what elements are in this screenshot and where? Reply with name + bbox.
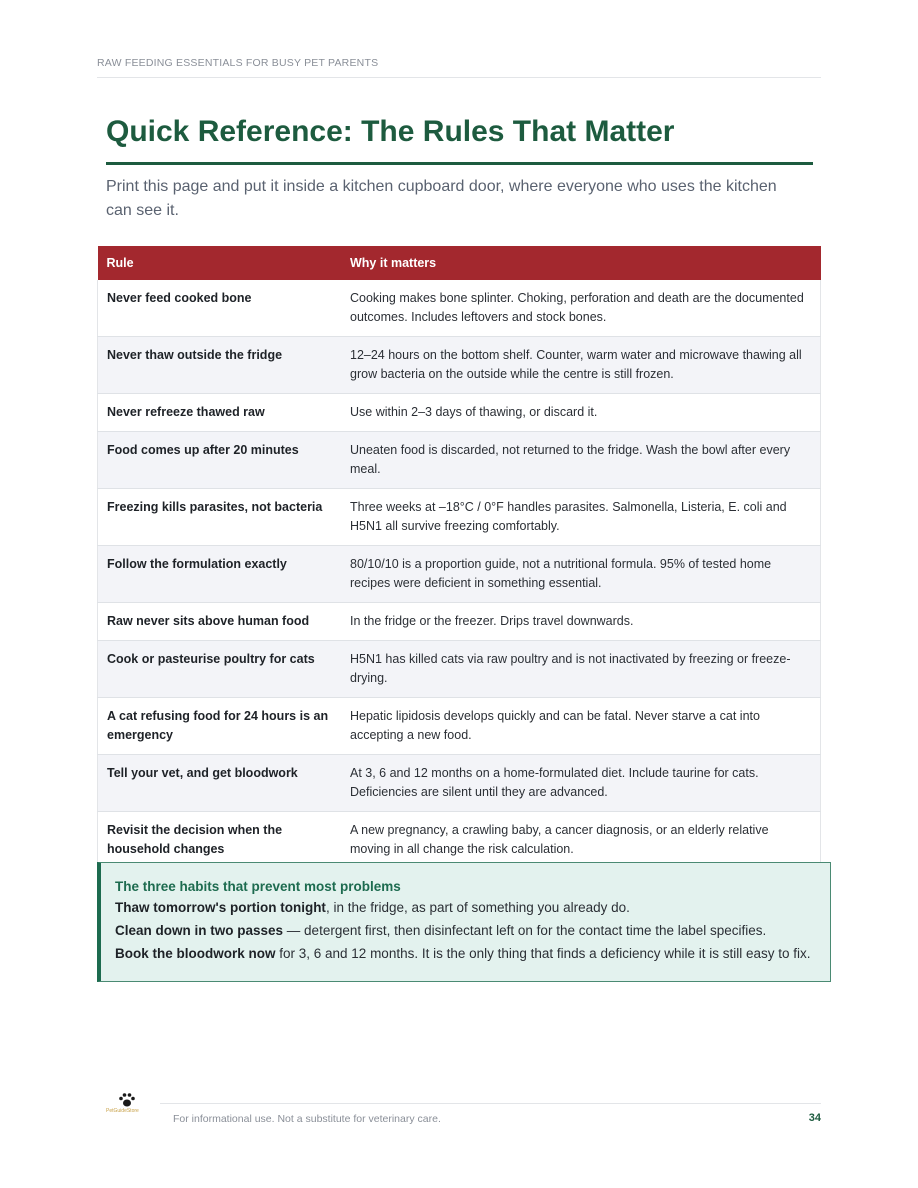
- page-title: Quick Reference: The Rules That Matter: [106, 112, 813, 165]
- why-cell: Cooking makes bone splinter. Choking, perforation and death are the documented outcomes. Includes leftovers and stock bones.: [341, 280, 821, 337]
- why-cell: 12–24 hours on the bottom shelf. Counter, warm water and microwave thawing all grow bacteria on the outside while the centre is still frozen.: [341, 337, 821, 394]
- table-row: [98, 432, 821, 489]
- habits-callout: [97, 862, 831, 982]
- why-cell: In the fridge or the freezer. Drips travel downwards.: [341, 603, 821, 641]
- table-header-row: [98, 246, 821, 280]
- table-row: [98, 698, 821, 755]
- footer-divider: [160, 1103, 821, 1104]
- table-row: [98, 546, 821, 603]
- habit-item: [115, 898, 820, 918]
- table-row: [98, 489, 821, 546]
- why-cell: Three weeks at –18°C / 0°F handles parasites. Salmonella, Listeria, E. coli and H5N1 all survive freezing comfortably.: [341, 489, 821, 546]
- why-cell: Uneaten food is discarded, not returned to the fridge. Wash the bowl after every meal.: [341, 432, 821, 489]
- rule-cell: Never feed cooked bone: [98, 280, 342, 337]
- rule-cell: A cat refusing food for 24 hours is an emergency: [98, 698, 342, 755]
- why-cell: Hepatic lipidosis develops quickly and can be fatal. Never starve a cat into accepting a new food.: [341, 698, 821, 755]
- paw-icon: [118, 1092, 136, 1108]
- page-number: 34: [808, 1112, 821, 1124]
- habit-text: for 3, 6 and 12 months. It is the only thing that finds a deficiency while it is still easy to fix.: [275, 946, 811, 961]
- habit-item: [115, 921, 820, 941]
- habit-title: Clean down in two passes: [115, 923, 284, 938]
- footer-note: For informational use. Not a substitute for veterinary care.: [173, 1113, 441, 1125]
- why-cell: H5N1 has killed cats via raw poultry and is not inactivated by freezing or freeze-drying.: [341, 641, 821, 698]
- brand-logo: [106, 1092, 146, 1116]
- rule-cell: Freezing kills parasites, not bacteria: [98, 489, 342, 546]
- column-header-rule: Rule: [98, 246, 342, 280]
- table-row: [98, 755, 821, 812]
- table-row: [98, 603, 821, 641]
- why-cell: A new pregnancy, a crawling baby, a cancer diagnosis, or an elderly relative moving in all change the risk calculation.: [341, 812, 821, 869]
- habit-title: Book the bloodwork now: [115, 946, 276, 961]
- why-cell: 80/10/10 is a proportion guide, not a nutritional formula. 95% of tested home recipes were deficient in something essential.: [341, 546, 821, 603]
- habit-item: [115, 944, 820, 964]
- column-header-why: Why it matters: [341, 246, 821, 280]
- habit-text: , in the fridge, as part of something you already do.: [325, 900, 630, 915]
- rule-cell: Cook or pasteurise poultry for cats: [98, 641, 342, 698]
- table-row: [98, 641, 821, 698]
- logo-wordmark: PetGuideStore: [106, 1108, 139, 1114]
- rule-cell: Raw never sits above human food: [98, 603, 342, 641]
- habit-text: — detergent first, then disinfectant left on for the contact time the label specifies.: [283, 923, 767, 938]
- rule-cell: Food comes up after 20 minutes: [98, 432, 342, 489]
- rule-cell: Tell your vet, and get bloodwork: [98, 755, 342, 812]
- rule-cell: Revisit the decision when the household changes: [98, 812, 342, 869]
- intro-text: Print this page and put it inside a kitchen cupboard door, where everyone who uses the kitchen can see it.: [106, 178, 777, 219]
- table-row: [98, 812, 821, 869]
- rules-table: [97, 246, 821, 869]
- running-head: RAW FEEDING ESSENTIALS FOR BUSY PET PARENTS: [97, 57, 821, 78]
- habit-title: Thaw tomorrow's portion tonight: [115, 900, 326, 915]
- rule-cell: Never thaw outside the fridge: [98, 337, 342, 394]
- callout-heading: The three habits that prevent most problems: [115, 879, 401, 894]
- rule-cell: Never refreeze thawed raw: [98, 394, 342, 432]
- table-row: [98, 394, 821, 432]
- table-row: [98, 280, 821, 337]
- table-row: [98, 337, 821, 394]
- why-cell: At 3, 6 and 12 months on a home-formulated diet. Include taurine for cats. Deficiencies are silent until they are advanced.: [341, 755, 821, 812]
- rule-cell: Follow the formulation exactly: [98, 546, 342, 603]
- why-cell: Use within 2–3 days of thawing, or discard it.: [341, 394, 821, 432]
